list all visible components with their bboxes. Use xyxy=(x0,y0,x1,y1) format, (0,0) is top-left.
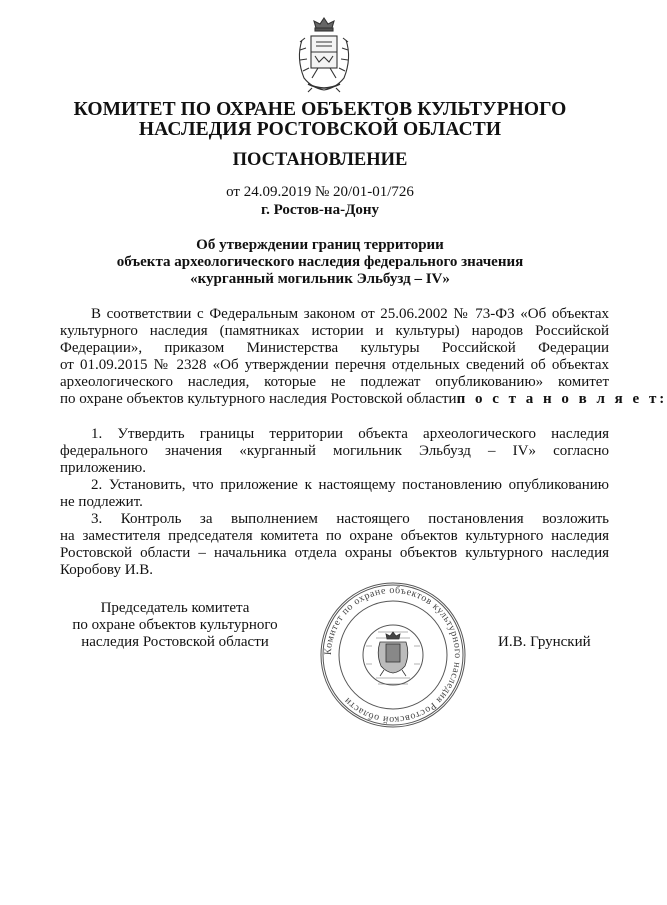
item3-line: на заместителя председателя комитета по охране объектов культурного наследия xyxy=(60,528,609,544)
preamble-line: культурного наследия (памятниках истории и культуры) народов Российской xyxy=(60,323,609,339)
item2-line: 2. Установить, что приложение к настоящему постановлению опубликованию xyxy=(91,477,609,493)
preamble-line: археологического наследия, которые не подлежат опубликованию» комитет xyxy=(60,374,609,390)
preamble-line: по охране объектов культурного наследия Ростовской области xyxy=(60,391,457,407)
item3-line: 3. Контроль за выполнением настоящего постановления возложить xyxy=(91,511,609,527)
item2-line: не подлежит. xyxy=(60,494,143,510)
decree-word: п о с т а н о в л я е т: xyxy=(456,391,667,407)
city: г. Ростов-на-Дону xyxy=(260,202,380,218)
signatory-position-line: Председатель комитета xyxy=(100,600,250,616)
signatory-position-line: наследия Ростовской области xyxy=(81,634,269,650)
organization-name-line2: НАСЛЕДИЯ РОСТОВСКОЙ ОБЛАСТИ xyxy=(138,119,502,140)
preamble-last-line xyxy=(60,391,667,408)
signatory-position-line: по охране объектов культурного xyxy=(72,617,278,633)
date-and-number: от 24.09.2019 № 20/01-01/726 xyxy=(226,184,414,200)
seal-text: Комитет по охране объектов культурного наследия Ростовской области xyxy=(322,584,464,726)
document-title-line2: объекта археологического наследия федерального значения xyxy=(116,254,524,270)
document-title-line3: «курганный могильник Эльбузд – IV» xyxy=(190,271,450,287)
preamble-line: от 01.09.2015 № 2328 «Об утверждении перечня отдельных сведений об объектах xyxy=(60,357,609,373)
item1-line: 1. Утвердить границы территории объекта археологического наследия xyxy=(91,426,609,442)
preamble-line: Федерации», приказом Министерства культуры Российской Федерации xyxy=(60,340,609,356)
document-type: ПОСТАНОВЛЕНИЕ xyxy=(232,150,408,170)
item3-line: Ростовской области – начальника отдела охраны объектов культурного наследия xyxy=(60,545,609,561)
organization-name-line1: КОМИТЕТ ПО ОХРАНЕ ОБЪЕКТОВ КУЛЬТУРНОГО xyxy=(73,99,567,120)
item1-line: приложению. xyxy=(60,460,147,476)
document-title-line1: Об утверждении границ территории xyxy=(196,237,444,253)
coat-of-arms-icon xyxy=(294,14,354,94)
signatory-name: И.В. Грунский xyxy=(498,634,591,650)
preamble-line: В соответствии с Федеральным законом от 25.06.2002 № 73-ФЗ «Об объектах xyxy=(91,306,609,322)
item3-line: Коробову И.В. xyxy=(60,562,154,578)
item1-line: федерального значения «курганный могильник Эльбузд – IV» согласно xyxy=(60,443,609,459)
official-seal xyxy=(318,580,468,730)
